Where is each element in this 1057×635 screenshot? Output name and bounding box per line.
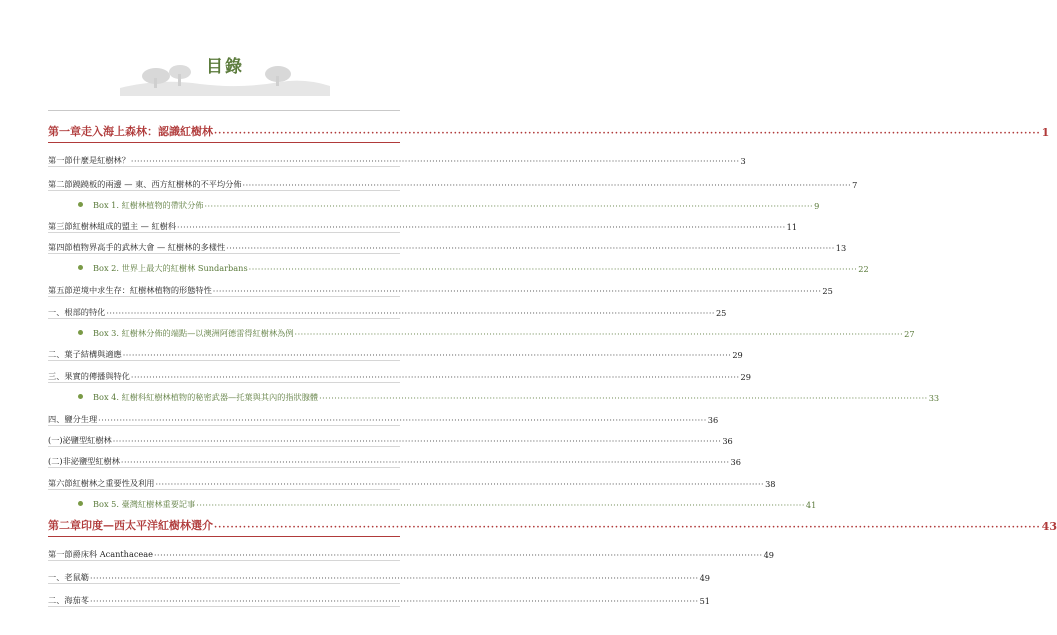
toc-page-number: 41 <box>805 500 817 510</box>
toc-entry-number: 三、 <box>48 371 65 381</box>
toc-entry-title: 非泌鹽型紅樹林 <box>62 456 120 466</box>
dot-leader: ········································································································································································································ <box>226 244 835 253</box>
toc-entry-title: 紅樹林之重要性及利用 <box>72 478 155 488</box>
dot-leader: ········································································································································································································ <box>319 394 928 403</box>
dot-leader: ········································································································································································································ <box>89 574 699 583</box>
toc-entry-number: 第一節 <box>48 549 73 559</box>
toc-entry-number: 第六節 <box>48 478 73 488</box>
toc-entry-title: 走入海上森林：認識紅樹林 <box>81 125 213 138</box>
toc-section-row[interactable] <box>48 426 733 447</box>
toc-page-number: 22 <box>858 264 869 274</box>
toc-entry-title: 逆境中求生存：紅樹林植物的形態特性 <box>72 285 212 295</box>
toc-section-row[interactable] <box>48 276 833 297</box>
page-title: 目錄 <box>206 57 244 77</box>
dot-leader: ········································································································································································································ <box>294 330 904 339</box>
toc-page-number: 33 <box>928 393 940 403</box>
toc-entry-number: 一、 <box>48 307 65 317</box>
toc-entry-title: 蹺蹺板的兩邊 — 東、西方紅樹林的不平均分佈 <box>72 179 242 189</box>
toc-page-number: 27 <box>904 329 915 339</box>
toc-entry-title: Box 4. 紅樹科紅樹林植物的秘密武器—托葉與其內的指狀腺體 <box>93 392 319 402</box>
toc-entry-number: 第一節 <box>48 155 73 165</box>
dot-leader: ········································································································································································································ <box>106 309 715 318</box>
toc-entry-number: 二、 <box>48 349 65 359</box>
toc-entry-title: 紅樹林組成的盟主 — 紅樹科 <box>72 221 177 231</box>
header-divider <box>48 110 400 111</box>
toc-section-row[interactable] <box>48 447 741 468</box>
toc-entry-title: 什麼是紅樹林？ <box>72 155 130 165</box>
toc-entry-title: 泌鹽型紅樹林 <box>62 435 112 445</box>
toc-entry-title: 鹽分生理 <box>64 414 98 424</box>
toc-box-row[interactable] <box>48 383 940 403</box>
bullet-icon <box>78 501 83 506</box>
toc-entry-title: 老鼠簕 <box>64 572 89 582</box>
bullet-icon <box>78 330 83 335</box>
toc-section-row[interactable] <box>48 233 847 254</box>
toc-entry-title: 根部的特化 <box>64 307 106 317</box>
toc-section-row[interactable] <box>48 170 858 191</box>
dot-leader: ········································································································································································································ <box>242 181 852 190</box>
toc-entry-number: (一) <box>48 435 63 445</box>
toc-page-number: 13 <box>835 243 847 253</box>
dot-leader: ········································································································································································································ <box>122 351 732 360</box>
toc-entry-title: 植物界高手的武林大會 — 紅樹林的多樣性 <box>72 242 226 252</box>
toc-entry-number: 四、 <box>48 414 65 424</box>
toc-entry-title: 果實的傳播與特化 <box>64 371 130 381</box>
toc-entry-number: 第一章 <box>48 125 81 138</box>
toc-page-number: 9 <box>814 201 820 211</box>
dot-leader: ········································································································································································································ <box>204 202 814 211</box>
toc-entry-title: 葉子結構與適應 <box>64 349 122 359</box>
toc-page-number: 3 <box>740 156 746 166</box>
toc-page-number: 7 <box>852 180 858 190</box>
chapter-divider <box>48 142 400 143</box>
toc-page-number: 11 <box>786 222 798 232</box>
dot-leader: ········································································································································································································ <box>248 265 858 274</box>
dot-leader: ········································································································································································································ <box>212 287 822 296</box>
toc-chapter-row[interactable] <box>48 119 1050 139</box>
toc-entry-number: 第五節 <box>48 285 73 295</box>
toc-page-number: 36 <box>722 436 733 446</box>
dot-leader: ········································································································································································································ <box>155 480 765 489</box>
toc-page-number: 1 <box>1041 126 1050 139</box>
toc-page-number: 49 <box>699 573 710 583</box>
toc-entry-title: Box 1. 紅樹林植物的帶狀分佈 <box>93 200 204 210</box>
dot-leader: ········································································································································································································ <box>214 129 1041 139</box>
dot-leader: ········································································································································································································ <box>89 597 699 606</box>
toc-box-row[interactable] <box>48 191 820 211</box>
toc-entry-number: (二) <box>48 456 63 466</box>
toc-chapter-row[interactable] <box>48 513 1057 533</box>
dot-leader: ········································································································································································································ <box>130 373 740 382</box>
dot-leader: ········································································································································································································ <box>154 551 763 560</box>
toc-page-number: 43 <box>1041 520 1057 533</box>
toc-section-row[interactable] <box>48 212 798 233</box>
bullet-icon <box>78 394 83 399</box>
toc-entry-number: 第二節 <box>48 179 73 189</box>
dot-leader: ········································································································································································································ <box>196 501 805 510</box>
toc-page-number: 36 <box>730 457 741 467</box>
toc-entry-number: 第四節 <box>48 242 73 252</box>
toc-section-row[interactable] <box>48 340 743 361</box>
bullet-icon <box>78 265 83 270</box>
toc-entry-title: 爵床科 Acanthaceae <box>72 549 153 559</box>
title-area <box>0 48 450 98</box>
toc-entry-title: 海茄苳 <box>64 595 89 605</box>
toc-page-number: 51 <box>699 596 710 606</box>
toc-entry-number: 第三節 <box>48 221 73 231</box>
toc-section-row[interactable] <box>48 540 775 561</box>
dot-leader: ········································································································································································································ <box>120 458 730 467</box>
bullet-icon <box>78 202 83 207</box>
toc-box-row[interactable] <box>48 319 915 339</box>
toc-section-row[interactable] <box>48 469 776 490</box>
dot-leader: ········································································································································································································ <box>112 437 722 446</box>
toc-entry-number: 二、 <box>48 595 65 605</box>
toc-box-row[interactable] <box>48 254 869 274</box>
toc-entry-title: Box 5. 臺灣紅樹林重要記事 <box>93 499 196 509</box>
toc-section-row[interactable] <box>48 563 710 584</box>
dot-leader: ········································································································································································································ <box>177 223 786 232</box>
toc-section-row[interactable] <box>48 362 751 383</box>
toc-entry-number: 第二章 <box>48 519 81 532</box>
toc-page-number: 29 <box>740 372 751 382</box>
dot-leader: ········································································································································································································ <box>214 523 1041 533</box>
dot-leader: ········································································································································································································ <box>130 157 740 166</box>
toc-page-number: 25 <box>822 286 833 296</box>
toc-page-number: 36 <box>707 415 719 425</box>
toc-page-number: 29 <box>732 350 743 360</box>
toc-entry-title: 印度—西太平洋紅樹林選介 <box>81 519 213 532</box>
toc-page-number: 25 <box>715 308 727 318</box>
toc-entry-number: 一、 <box>48 572 65 582</box>
toc-page-number: 49 <box>763 550 775 560</box>
toc-entry-title: Box 2. 世界上最大的紅樹林 Sundarbans <box>93 263 248 273</box>
toc-page-number: 38 <box>765 479 776 489</box>
dot-leader: ········································································································································································································ <box>98 416 707 425</box>
toc-entry-title: Box 3. 紅樹林分佈的端點—以澳洲阿德雷得紅樹林為例 <box>93 328 294 338</box>
toc-section-row[interactable] <box>48 405 719 426</box>
toc-box-row[interactable] <box>48 490 817 510</box>
toc-section-row[interactable] <box>48 146 746 167</box>
toc-section-row[interactable] <box>48 298 727 319</box>
chapter-divider <box>48 536 400 537</box>
toc-section-row[interactable] <box>48 586 710 607</box>
